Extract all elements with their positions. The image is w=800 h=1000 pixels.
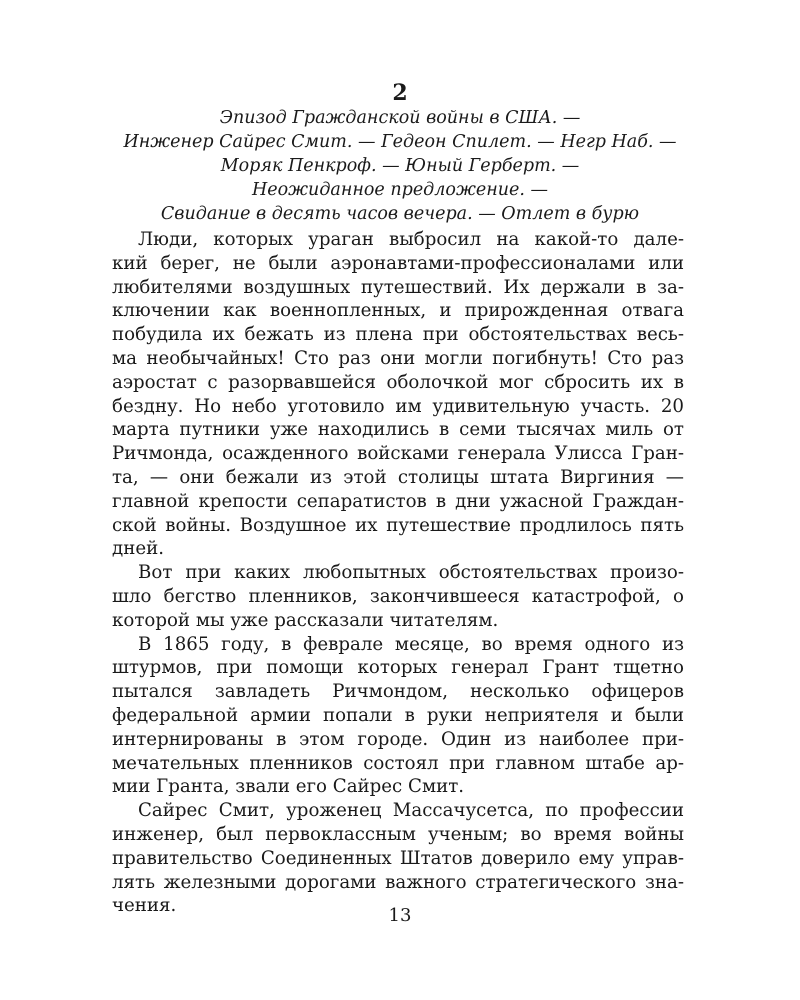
text-line: кий берег, не были аэронавтами-профессионалами или <box>112 252 684 274</box>
paragraph <box>112 799 684 918</box>
synopsis-line: Неожиданное предложение. — <box>252 180 548 200</box>
text-line: правительство Соединенных Штатов доверило ему управ- <box>112 847 684 869</box>
text-line: ма необычайных! Сто раз они могли погибнуть! Сто раз <box>112 347 684 369</box>
text-line: штурмов, при помощи которых генерал Грант тщетно <box>112 657 684 679</box>
synopsis-line: Инженер Сайрес Смит. — Гедеон Спилет. — Негр Наб. — <box>123 132 677 152</box>
paragraph <box>112 561 684 632</box>
text-line: мечательных пленников состоял при главном штабе ар- <box>112 752 684 774</box>
text-line: дней. <box>112 538 164 560</box>
text-line: которой мы уже рассказали читателям. <box>112 609 499 631</box>
synopsis-line: Эпизод Гражданской войны в США. — <box>219 108 581 128</box>
body-text <box>112 228 684 918</box>
text-line: Вот при каких любопытных обстоятельствах произо- <box>138 562 684 584</box>
text-line: ской войны. Воздушное их путешествие продлилось пять <box>112 514 684 536</box>
text-line: Сайрес Смит, уроженец Массачусетса, по профессии <box>138 800 684 822</box>
synopsis-line: Моряк Пенкроф. — Юный Герберт. — <box>220 156 580 176</box>
text-line: Ричмонда, осажденного войсками генерала Улисса Гран- <box>112 443 684 465</box>
text-line: Люди, которых ураган выбросил на какой-то дале- <box>138 229 684 250</box>
paragraph <box>112 228 684 561</box>
synopsis-line: Свидание в десять часов вечера. — Отлет в бурю <box>160 204 640 224</box>
text-line: пытался завладеть Ричмондом, несколько офицеров <box>112 681 684 703</box>
text-line: мии Гранта, звали его Сайрес Смит. <box>112 776 465 798</box>
text-line: бездну. Но небо уготовило им удивительную участь. 20 <box>112 395 684 417</box>
text-line: инженер, был первоклассным ученым; во время войны <box>112 823 684 845</box>
text-line: главной крепости сепаратистов в дни ужасной Граждан- <box>112 490 684 512</box>
text-line: та, — они бежали из этой столицы штата Виргиния — <box>112 466 684 488</box>
text-line: ключении как военнопленных, и прирожденная отвага <box>112 300 684 322</box>
text-line: В 1865 году, в феврале месяце, во время одного из <box>138 633 684 655</box>
text-line: интернированы в этом городе. Один из наиболее при- <box>112 728 684 750</box>
chapter-number: 2 <box>392 80 408 106</box>
chapter-synopsis <box>60 106 740 226</box>
text-line: марта путники уже находились в семи тысячах миль от <box>112 419 684 441</box>
text-line: федеральной армии попали в руки неприятеля и были <box>112 704 684 726</box>
text-line: шло бегство пленников, закончившееся катастрофой, о <box>112 585 684 607</box>
paragraph <box>112 633 684 800</box>
text-line: аэростат с разорвавшейся оболочкой мог сбросить их в <box>112 371 684 393</box>
text-line: побудила их бежать из плена при обстоятельствах весь- <box>112 324 684 346</box>
text-line: лять железными дорогами важного стратегического зна- <box>112 871 684 893</box>
page-number: 13 <box>388 905 412 926</box>
text-line: чения. <box>112 895 177 917</box>
text-line: любителями воздушных путешествий. Их держали в за- <box>112 276 684 298</box>
